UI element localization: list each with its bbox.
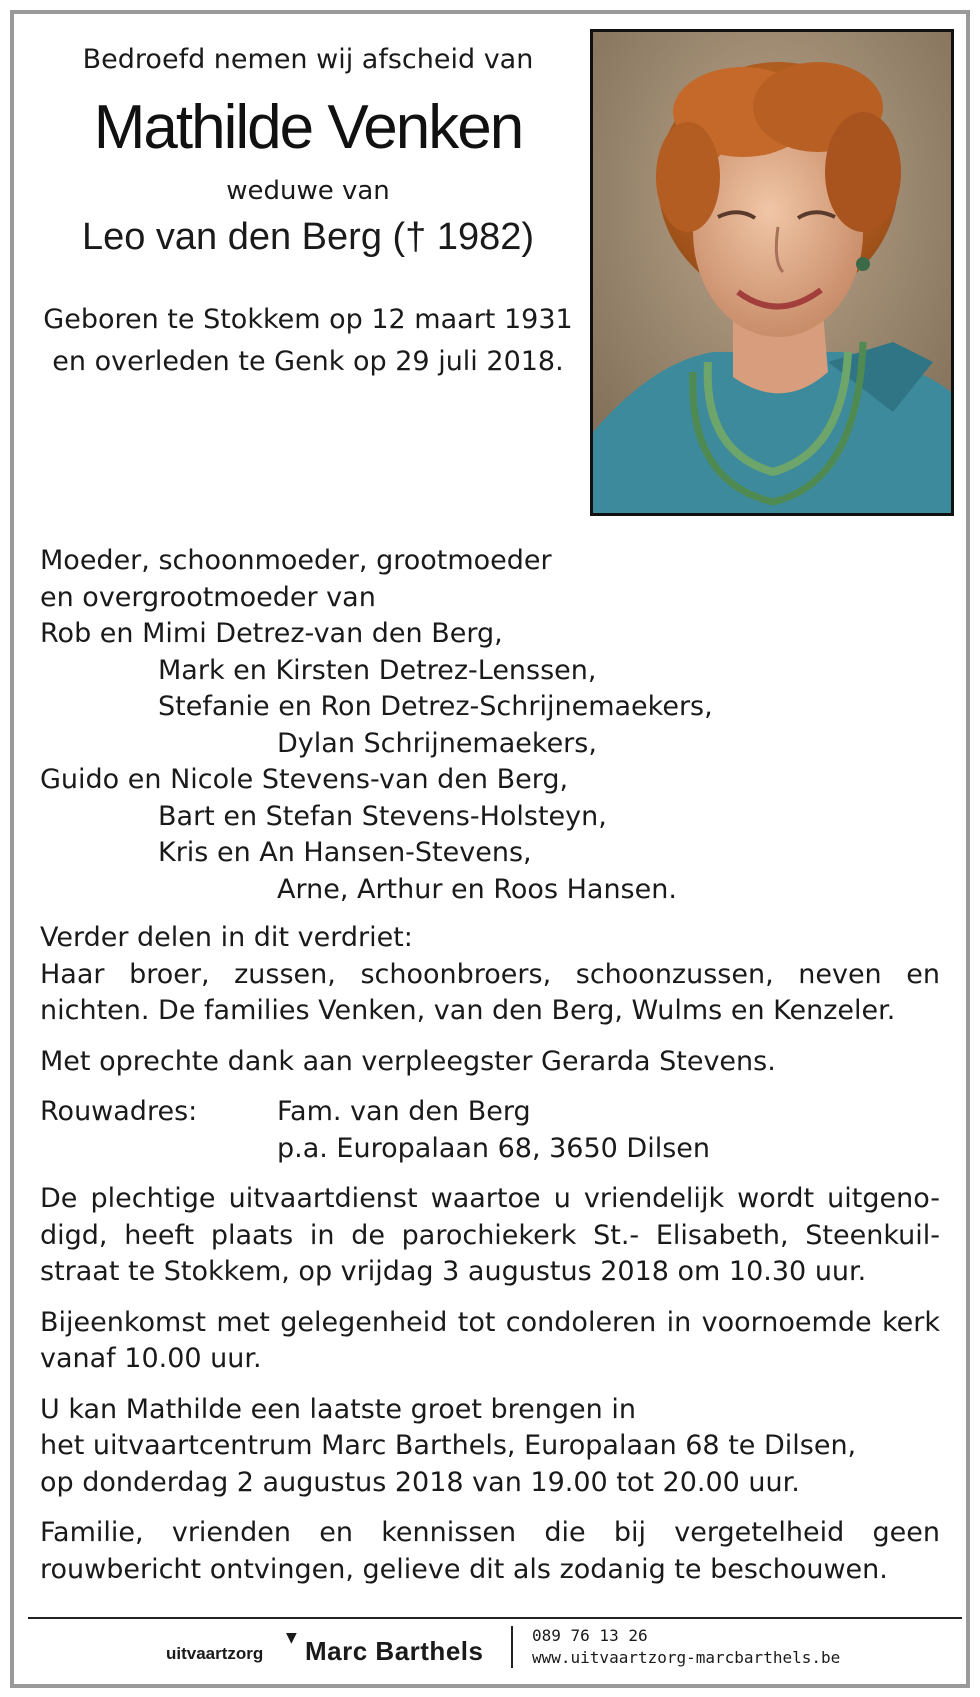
farewell-line: U kan Mathilde een laatste groet brengen in [40, 1393, 636, 1425]
closing-text: Familie, vrienden en kennissen die bij vergetelheid geen rouwbericht ontvingen, gelieve dit als zodanig te beschouwen. [40, 1517, 940, 1585]
family-line: Moeder, schoonmoeder, grootmoeder [40, 545, 552, 576]
family-line: Mark en Kirsten Detrez-Lenssen, [158, 654, 597, 686]
share-text: Haar broer, zussen, schoonbroers, schoonzussen, neven en nichten. De families Venken, van den Berg, Wulms en Kenzeler. [40, 958, 940, 1026]
address-line: p.a. Europalaan 68, 3650 Dilsen [277, 1132, 711, 1164]
intro-text: Bedroefd nemen wij afscheid van [82, 44, 534, 75]
share-paragraph [40, 920, 940, 1030]
service-text: De plechtige uitvaartdienst waartoe u vriendelijk wordt uitgeno-digd, heeft plaats in de parochiekerk St.- Elisabeth, Steenkuil-straat te Stokkem, op vrijdag 3 augustus 2018 om 10.30 uur. [40, 1183, 940, 1287]
brand-logo: Marc Barthels [305, 1636, 484, 1666]
notice-body [40, 920, 940, 1602]
footer-divider [28, 1617, 962, 1619]
address-value [277, 1094, 710, 1167]
mourning-address [40, 1094, 940, 1167]
family-line: Rob en Mimi Detrez-van den Berg, [40, 618, 503, 649]
birth-line: Geboren te Stokkem op 12 maart 1931 [43, 304, 573, 336]
death-line: en overleden te Genk op 29 juli 2018. [52, 345, 564, 377]
family-line: Kris en An Hansen-Stevens, [158, 837, 532, 868]
footer-separator [511, 1626, 513, 1668]
family-line: Arne, Arthur en Roos Hansen. [277, 873, 677, 905]
family-line: en overgrootmoeder van [40, 581, 376, 613]
family-line: Bart en Stefan Stevens-Holsteyn, [158, 800, 607, 832]
farewell-paragraph [40, 1392, 940, 1502]
brand-small: uitvaartzorg [166, 1644, 264, 1663]
portrait-photo [590, 29, 954, 516]
birth-death-info [28, 299, 588, 383]
spouse-name: Leo van den Berg († 1982) [81, 216, 535, 259]
farewell-line: het uitvaartcentrum Marc Barthels, Europalaan 68 te Dilsen, [40, 1430, 857, 1461]
triangle-icon: ▼ [286, 1630, 297, 1646]
family-list [40, 543, 713, 908]
family-line: Stefanie en Ron Detrez-Schrijnemaekers, [158, 691, 713, 722]
phone-number: 089 76 13 26 [532, 1626, 648, 1645]
farewell-line: op donderdag 2 augustus 2018 van 19.00 tot 20.00 uur. [40, 1466, 800, 1498]
address-line: Fam. van den Berg [277, 1096, 531, 1127]
widow-of-text: weduwe van [226, 176, 390, 207]
footer [0, 1624, 980, 1674]
family-line: Guido en Nicole Stevens-van den Berg, [40, 764, 569, 795]
family-line: Dylan Schrijnemaekers, [277, 727, 597, 759]
deceased-name: Mathilde Venken [93, 93, 523, 162]
website-link[interactable]: www.uitvaartzorg-marcbarthels.be [532, 1648, 841, 1667]
thanks-text: Met oprechte dank aan verpleegster Gerarda Stevens. [40, 1045, 776, 1077]
header [28, 28, 588, 383]
share-intro: Verder delen in dit verdriet: [40, 922, 413, 953]
address-label: Rouwadres: [40, 1096, 198, 1127]
gathering-text: Bijeenkomst met gelegenheid tot condoleren in voornoemde kerk vanaf 10.00 uur. [40, 1306, 940, 1374]
